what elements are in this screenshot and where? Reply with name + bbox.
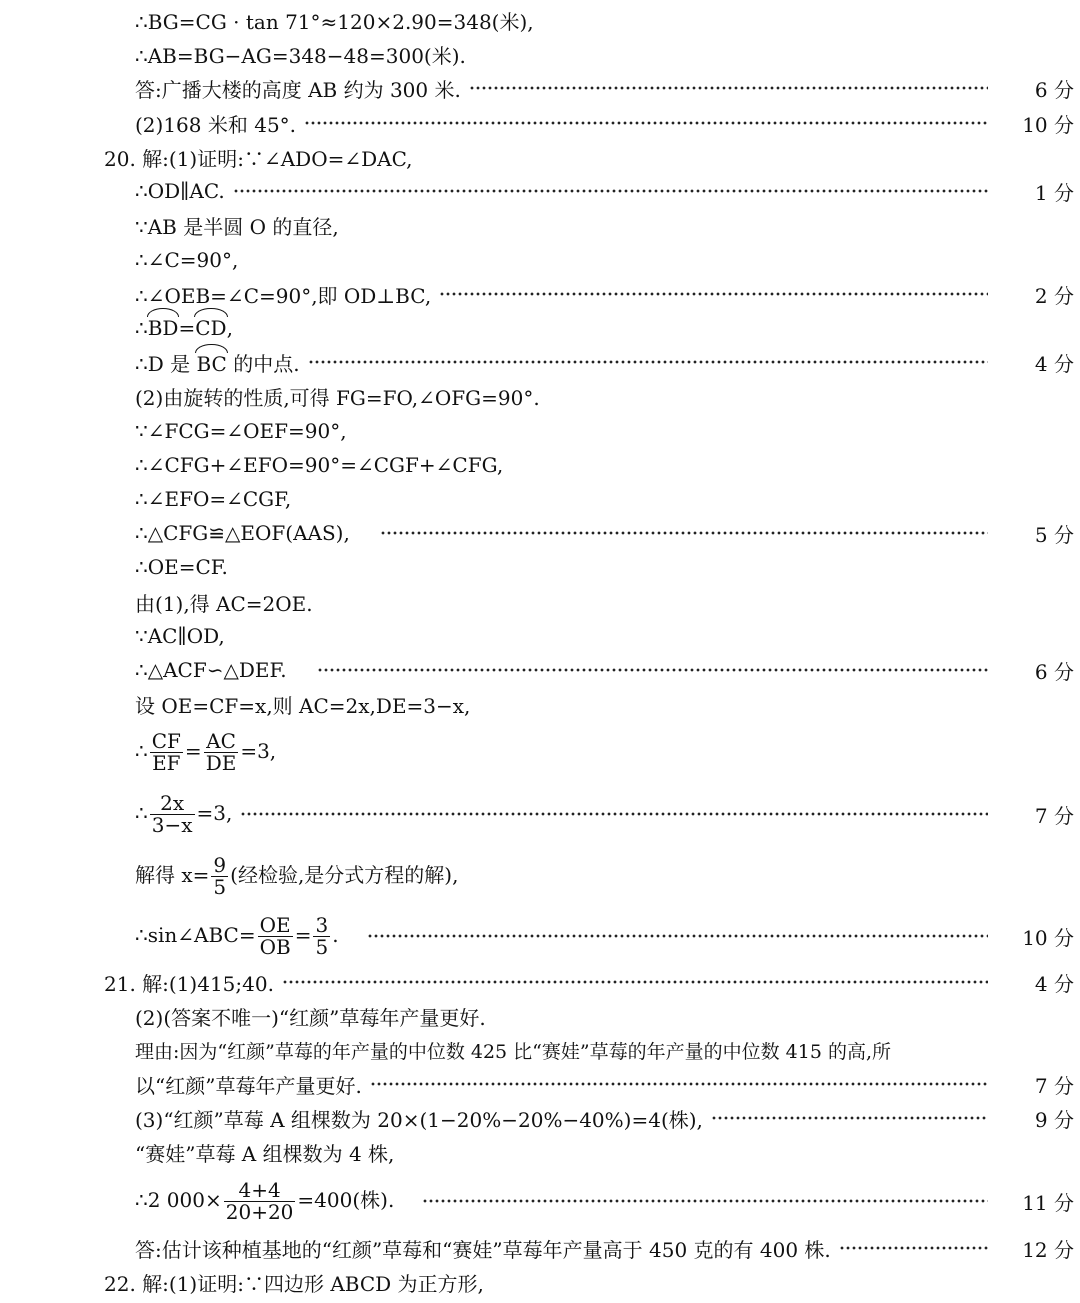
leader-dots <box>367 933 988 939</box>
score: 10 分 <box>1022 925 1074 950</box>
score: 7 分 <box>1034 803 1074 828</box>
solution-line: (3)“红颜”草莓 A 组棵数为 20×(1−20%−20%−40%)=4(株), 9 分 <box>0 1103 1080 1133</box>
solution-line: ∴BD=CD, <box>135 316 233 340</box>
leader-dots <box>422 1198 988 1204</box>
score: 4 分 <box>1034 971 1074 996</box>
solution-line: ∴2 000× $\frac{4+4}{20+20}$ =400(株). 11 分 <box>0 1173 1080 1229</box>
score: 1 分 <box>1034 180 1074 205</box>
fraction-9-5: $\frac{9}{5}$ <box>213 852 227 899</box>
leader-dots <box>839 1245 988 1251</box>
solution-line: ∴ $\frac{CF}{EF}$ = $\frac{AC}{DE}$ =3, <box>135 728 277 775</box>
solution-line: ∴sin∠ABC= $\frac{OE}{OB}$ = $\frac{3}{5}$ . 10 分 <box>0 908 1080 964</box>
leader-dots <box>308 359 988 365</box>
solution-line: ∴∠EFO=∠CGF, <box>135 487 292 511</box>
solution-line: “赛娃”草莓 A 组棵数为 4 株, <box>135 1141 395 1166</box>
solution-line: 理由:因为“红颜”草莓的年产量的中位数 425 比“赛娃”草莓的年产量的中位数 415 的高,所 <box>135 1040 891 1063</box>
score: 10 分 <box>1022 112 1074 137</box>
solution-line: 答:估计该种植基地的“红颜”草莓和“赛娃”草莓年产量高于 450 克的有 400 株. 12 分 <box>0 1233 1080 1263</box>
question-heading: 22. 解:(1)证明:∵四边形 ABCD 为正方形, <box>104 1271 484 1296</box>
solution-line: ∴D 是 BC 的中点. 4 分 <box>0 347 1080 377</box>
score: 6 分 <box>1034 77 1074 102</box>
solution-line: (2)168 米和 45°. 10 分 <box>0 108 1080 138</box>
arc-bc: BC <box>196 351 227 376</box>
leader-dots <box>469 85 988 91</box>
fraction-ac-de: $\frac{AC}{DE}$ <box>205 728 237 775</box>
score: 9 分 <box>1034 1107 1074 1132</box>
arc-bd: BD <box>147 316 179 340</box>
solution-line: 设 OE=CF=x,则 AC=2x,DE=3−x, <box>135 693 471 718</box>
solution-line: ∴△CFG≌△EOF(AAS), 5 分 <box>0 518 1080 548</box>
leader-dots <box>304 120 988 126</box>
solution-line: 由(1),得 AC=2OE. <box>135 591 313 616</box>
arc-cd: CD <box>195 316 227 340</box>
question-heading: 20. 解:(1)证明:∵∠ADO=∠DAC, <box>104 146 413 171</box>
solution-line: (2)由旋转的性质,可得 FG=FO,∠OFG=90°. <box>135 385 540 410</box>
solution-line: ∵∠FCG=∠OEF=90°, <box>135 419 347 443</box>
question-heading: 21. 解:(1)415;40. 4 分 <box>0 967 1080 997</box>
solution-line: ∴AB=BG−AG=348−48=300(米). <box>135 43 466 68</box>
score: 12 分 <box>1022 1237 1074 1262</box>
fraction-sample: $\frac{4+4}{20+20}$ <box>225 1177 294 1224</box>
score: 7 分 <box>1034 1073 1074 1098</box>
solution-line: 以“红颜”草莓年产量更好. 7 分 <box>0 1069 1080 1099</box>
solution-line: ∵AB 是半圆 O 的直径, <box>135 214 339 239</box>
solution-line: ∴∠CFG+∠EFO=90°=∠CGF+∠CFG, <box>135 453 504 477</box>
leader-dots <box>282 979 988 985</box>
leader-dots <box>240 811 988 817</box>
leader-dots <box>370 1081 988 1087</box>
leader-dots <box>380 530 988 536</box>
fraction-2x: $\frac{2x}{3-x}$ <box>151 790 193 837</box>
leader-dots <box>233 188 988 194</box>
solution-line: ∴OD∥AC. 1 分 <box>0 176 1080 206</box>
leader-dots <box>439 291 988 297</box>
solution-line: ∴BG=CG · tan 71°≈120×2.90=348(米), <box>135 9 534 34</box>
solution-line: ∴∠C=90°, <box>135 248 239 272</box>
score: 6 分 <box>1034 659 1074 684</box>
solution-line: ∵AC∥OD, <box>135 624 225 648</box>
leader-dots <box>711 1115 988 1121</box>
solution-line: ∴△ACF∽△DEF. 6 分 <box>0 655 1080 685</box>
score: 5 分 <box>1034 522 1074 547</box>
score: 11 分 <box>1022 1190 1074 1215</box>
solution-line: ∴OE=CF. <box>135 555 228 579</box>
score: 2 分 <box>1034 283 1074 308</box>
solution-line: 解得 x= $\frac{9}{5}$ (经检验,是分式方程的解), <box>135 852 459 899</box>
solution-line: 答:广播大楼的高度 AB 约为 300 米. 6 分 <box>0 73 1080 103</box>
fraction-oe-ob: $\frac{OE}{OB}$ <box>259 912 291 959</box>
fraction-3-5: $\frac{3}{5}$ <box>315 912 329 959</box>
solution-line: ∴∠OEB=∠C=90°,即 OD⊥BC, 2 分 <box>0 279 1080 309</box>
leader-dots <box>317 667 988 673</box>
solution-line: (2)(答案不唯一)“红颜”草莓年产量更好. <box>135 1005 486 1030</box>
solution-line: ∴ $\frac{2x}{3-x}$ =3, 7 分 <box>0 786 1080 842</box>
score: 4 分 <box>1034 351 1074 376</box>
fraction-cf-ef: $\frac{CF}{EF}$ <box>151 728 181 775</box>
